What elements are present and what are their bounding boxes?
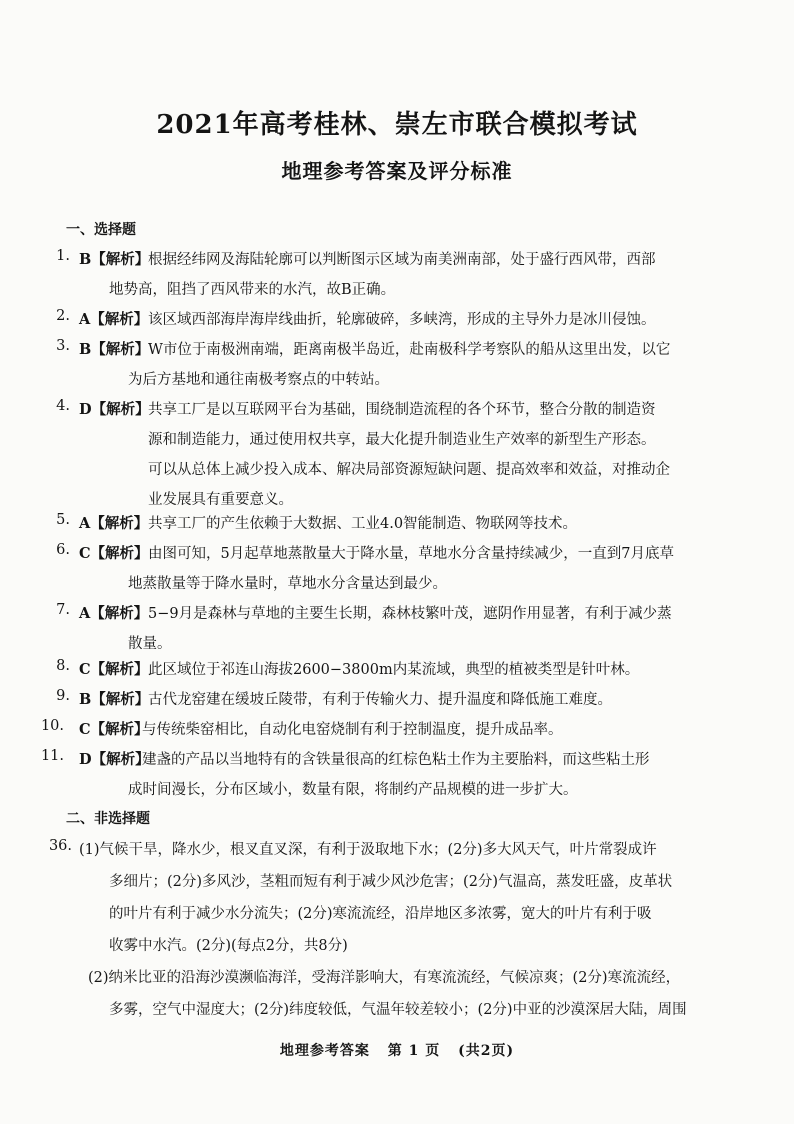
answer-line: 与传统柴窑相比，自动化电窑烧制有利于控制温度，提升成品率。: [142, 722, 563, 738]
answer-line: 散量。: [128, 636, 172, 652]
question-number: 4.: [56, 398, 70, 414]
answer-line: 根据经纬网及海陆轮廓可以判断图示区域为南美洲南部，处于盛行西风带，西部: [148, 252, 656, 268]
question-number: 10.: [40, 718, 64, 734]
answer-line: 共享工厂是以互联网平台为基础，围绕制造流程的各个环节，整合分散的制造资: [148, 402, 656, 418]
question-number: 7.: [56, 602, 70, 618]
answer-line: 多雾，空气中湿度大；(2分)纬度较低，气温年较差较小；(2分)中亚的沙漠深居大陆，周围: [109, 1002, 687, 1018]
answer-line: 由图可知，5月起草地蒸散量大于降水量，草地水分含量持续减少，一直到7月底草: [148, 546, 674, 562]
page-title: 2021年高考桂林、崇左市联合模拟考试: [156, 110, 638, 140]
answer-line: (2)纳米比亚的沿海沙漠濒临海洋，受海洋影响大，有寒流流经，气候凉爽；(2分)寒流流经，: [88, 970, 681, 986]
footer-total: (共2页): [458, 1043, 515, 1059]
answer-label: D【解析】: [79, 401, 150, 418]
answer-line: 共享工厂的产生依赖于大数据、工业4.0智能制造、物联网等技术。: [148, 516, 578, 532]
answer-line: 地蒸散量等于降水量时，草地水分含量达到最少。: [128, 576, 447, 592]
answer-label: A【解析】: [79, 311, 149, 328]
answer-label: B【解析】: [79, 251, 150, 268]
answer-line: 可以从总体上减少投入成本、解决局部资源短缺问题、提高效率和效益，对推动企: [148, 462, 670, 478]
section-choice-heading: 一、选择题: [66, 222, 136, 238]
answer-label: C【解析】: [79, 721, 149, 738]
answer-label: C【解析】: [79, 545, 149, 562]
answer-line: 地势高，阻挡了西风带来的水汽，故B正确。: [109, 282, 396, 298]
answer-line: W市位于南极洲南端，距离南极半岛近，赴南极科学考察队的船从这里出发，以它: [148, 342, 671, 358]
answer-line: 的叶片有利于减少水分流失；(2分)寒流流经，沿岸地区多浓雾，宽大的叶片有利于吸: [109, 906, 652, 922]
answer-line: 多细片；(2分)多风沙，茎粗而短有利于减少风沙危害；(2分)气温高，蒸发旺盛，皮革状: [109, 874, 673, 890]
answer-line: 收雾中水汽。(2分)(每点2分，共8分): [109, 938, 348, 954]
footer-page: 第 1 页: [387, 1043, 441, 1059]
answer-line: 建盏的产品以当地特有的含铁量很高的红棕色粘土作为主要胎料，而这些粘土形: [142, 752, 650, 768]
question-number: 3.: [56, 338, 70, 354]
answer-label: D【解析】: [79, 751, 150, 768]
answer-label: C【解析】: [79, 661, 149, 678]
answer-label: A【解析】: [79, 515, 149, 532]
page-subtitle: 地理参考答案及评分标准: [281, 159, 513, 183]
question-number: 8.: [56, 658, 70, 674]
answer-line: 成时间漫长，分布区域小，数量有限，将制约产品规模的进一步扩大。: [128, 782, 578, 798]
footer-subject: 地理参考答案: [279, 1043, 370, 1059]
answer-line: (1)气候干旱，降水少，根叉直叉深，有利于汲取地下水；(2分)多大风天气，叶片常裂成许: [79, 842, 657, 858]
answer-label: B【解析】: [79, 341, 150, 358]
question-number: 1.: [56, 248, 70, 264]
answer-label: A【解析】: [79, 605, 149, 622]
question-number: 5.: [56, 512, 70, 528]
page-footer: [0, 1040, 794, 1060]
answer-line: 为后方基地和通往南极考察点的中转站。: [128, 372, 389, 388]
answer-line: 业发展具有重要意义。: [148, 492, 293, 508]
answer-line: 古代龙窑建在缓坡丘陵带，有利于传输火力、提升温度和降低施工难度。: [148, 692, 612, 708]
answer-line: 该区域西部海岸海岸线曲折，轮廓破碎，多峡湾，形成的主导外力是冰川侵蚀。: [148, 312, 656, 328]
question-number: 6.: [56, 542, 70, 558]
question-number: 36.: [48, 838, 72, 854]
question-number: 11.: [40, 748, 64, 764]
answer-line: 源和制造能力，通过使用权共享，最大化提升制造业生产效率的新型生产形态。: [148, 432, 656, 448]
section-nonchoice-heading: 二、非选择题: [66, 811, 150, 827]
question-number: 9.: [56, 688, 70, 704]
answer-line: 此区域位于祁连山海拔2600−3800m内某流域，典型的植被类型是针叶林。: [148, 662, 640, 678]
question-number: 2.: [56, 308, 70, 324]
answer-line: 5−9月是森林与草地的主要生长期，森林枝繁叶茂，遮阴作用显著，有利于减少蒸: [148, 606, 672, 622]
answer-label: B【解析】: [79, 691, 150, 708]
